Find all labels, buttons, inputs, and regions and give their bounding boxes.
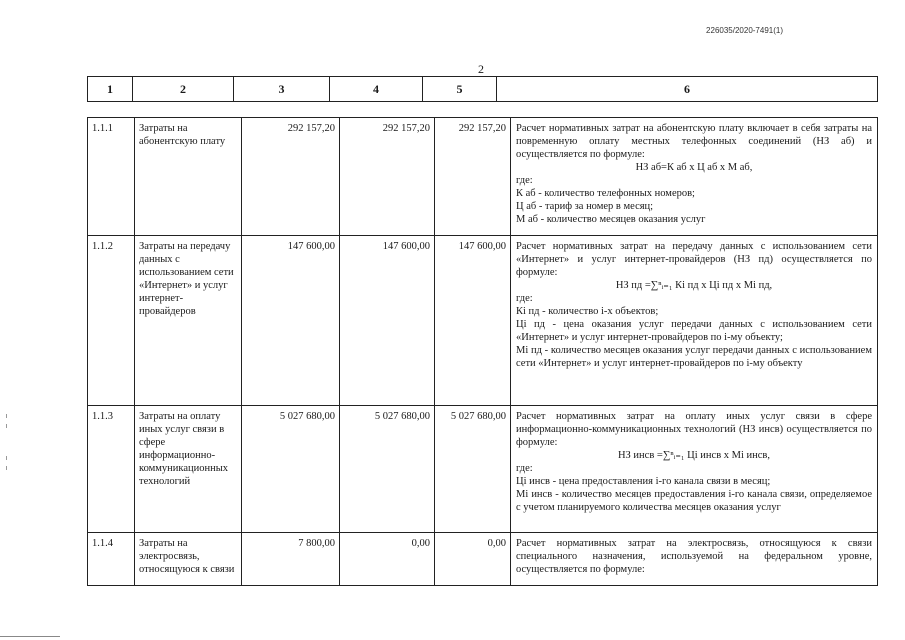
col-header: 1 [88,77,133,102]
desc-item: Кi пд - количество i-х объектов; [516,306,659,317]
row-value: 147 600,00 [340,236,435,406]
row-value: 292 157,20 [435,118,511,236]
column-header-table [87,76,878,102]
col-header: 2 [133,77,234,102]
scan-margin-mark [6,414,7,418]
row-value: 147 600,00 [435,236,511,406]
row-value: 292 157,20 [340,118,435,236]
col-header: 6 [497,77,878,102]
row-name: Затраты на передачу данных с использованием сети «Интернет» и услуг интернет-провайдеров [135,236,242,406]
row-code: 1.1.1 [88,118,135,236]
desc-item: К аб - количество телефонных номеров; [516,188,695,199]
row-value: 7 800,00 [242,533,340,586]
desc-intro: Расчет нормативных затрат на оплату иных услуг связи в сфере информационно-коммуникационных технологий (НЗ инсв) осуществляется по формуле: [516,411,872,448]
table-row [88,406,878,533]
row-code: 1.1.2 [88,236,135,406]
table-row [88,533,878,586]
row-description [511,533,878,586]
row-description [511,406,878,533]
row-value: 5 027 680,00 [435,406,511,533]
header-row [88,77,878,102]
row-code: 1.1.4 [88,533,135,586]
scan-margin-mark [6,466,7,470]
scan-bottom-line [0,636,60,637]
desc-where: где: [516,463,533,474]
row-name: Затраты на электросвязь, относящуюся к связи [135,533,242,586]
desc-intro: Расчет нормативных затрат на абонентскую плату включает в себя затраты на повременную оплату местных телефонных соединений (НЗ аб) и осуществляется по формуле: [516,123,872,160]
table-row [88,236,878,406]
desc-item: Мi инсв - количество месяцев предоставления i-го канала связи, определяемое с учетом планируемого количества месяцев оказания услуг [516,489,872,513]
desc-where: где: [516,175,533,186]
row-value: 5 027 680,00 [242,406,340,533]
desc-where: где: [516,293,533,304]
desc-item: Цi инсв - цена предоставления i-го канала связи в месяц; [516,476,771,487]
desc-item: Ц аб - тариф за номер в месяц; [516,201,654,212]
row-description [511,118,878,236]
row-description [511,236,878,406]
page-number: 2 [478,62,484,76]
row-value: 0,00 [340,533,435,586]
row-name: Затраты на абонентскую плату [135,118,242,236]
col-header: 4 [330,77,423,102]
row-value: 5 027 680,00 [340,406,435,533]
desc-intro: Расчет нормативных затрат на передачу данных с использованием сети «Интернет» и услуг интернет-провайдеров (НЗ пд) осуществляется по формуле: [516,241,872,278]
document-number: 226035/2020-7491(1) [706,26,783,35]
desc-item: М аб - количество месяцев оказания услуг [516,214,706,225]
col-header: 5 [423,77,497,102]
formula: НЗ аб=К аб х Ц аб х М аб, [635,162,753,173]
col-header: 3 [234,77,330,102]
desc-intro: Расчет нормативных затрат на электросвязь, относящуюся к связи специального назначения, используемой на федеральном уровне, осуществляется по формуле: [516,538,872,575]
formula: НЗ пд =∑ⁿᵢ₌₁ Кi пд х Цi пд х Мi пд, [615,280,773,291]
scan-margin-mark [6,456,7,460]
row-code: 1.1.3 [88,406,135,533]
desc-item: Мi пд - количество месяцев оказания услуг передачи данных с использованием сети «Интернет» и услуг интернет-провайдеров по i-му объекту [516,345,872,369]
desc-item: Цi пд - цена оказания услуг передачи данных с использованием сети «Интернет» и услуг интернет-провайдеров по i-му объекту; [516,319,872,343]
row-value: 0,00 [435,533,511,586]
row-value: 147 600,00 [242,236,340,406]
table-row [88,118,878,236]
cost-table [87,117,878,586]
scan-margin-mark [6,424,7,428]
row-name: Затраты на оплату иных услуг связи в сфере информационно-коммуникационных технологий [135,406,242,533]
row-value: 292 157,20 [242,118,340,236]
formula: НЗ инсв =∑ⁿᵢ₌₁ Цi инсв х Мi инсв, [617,450,771,461]
